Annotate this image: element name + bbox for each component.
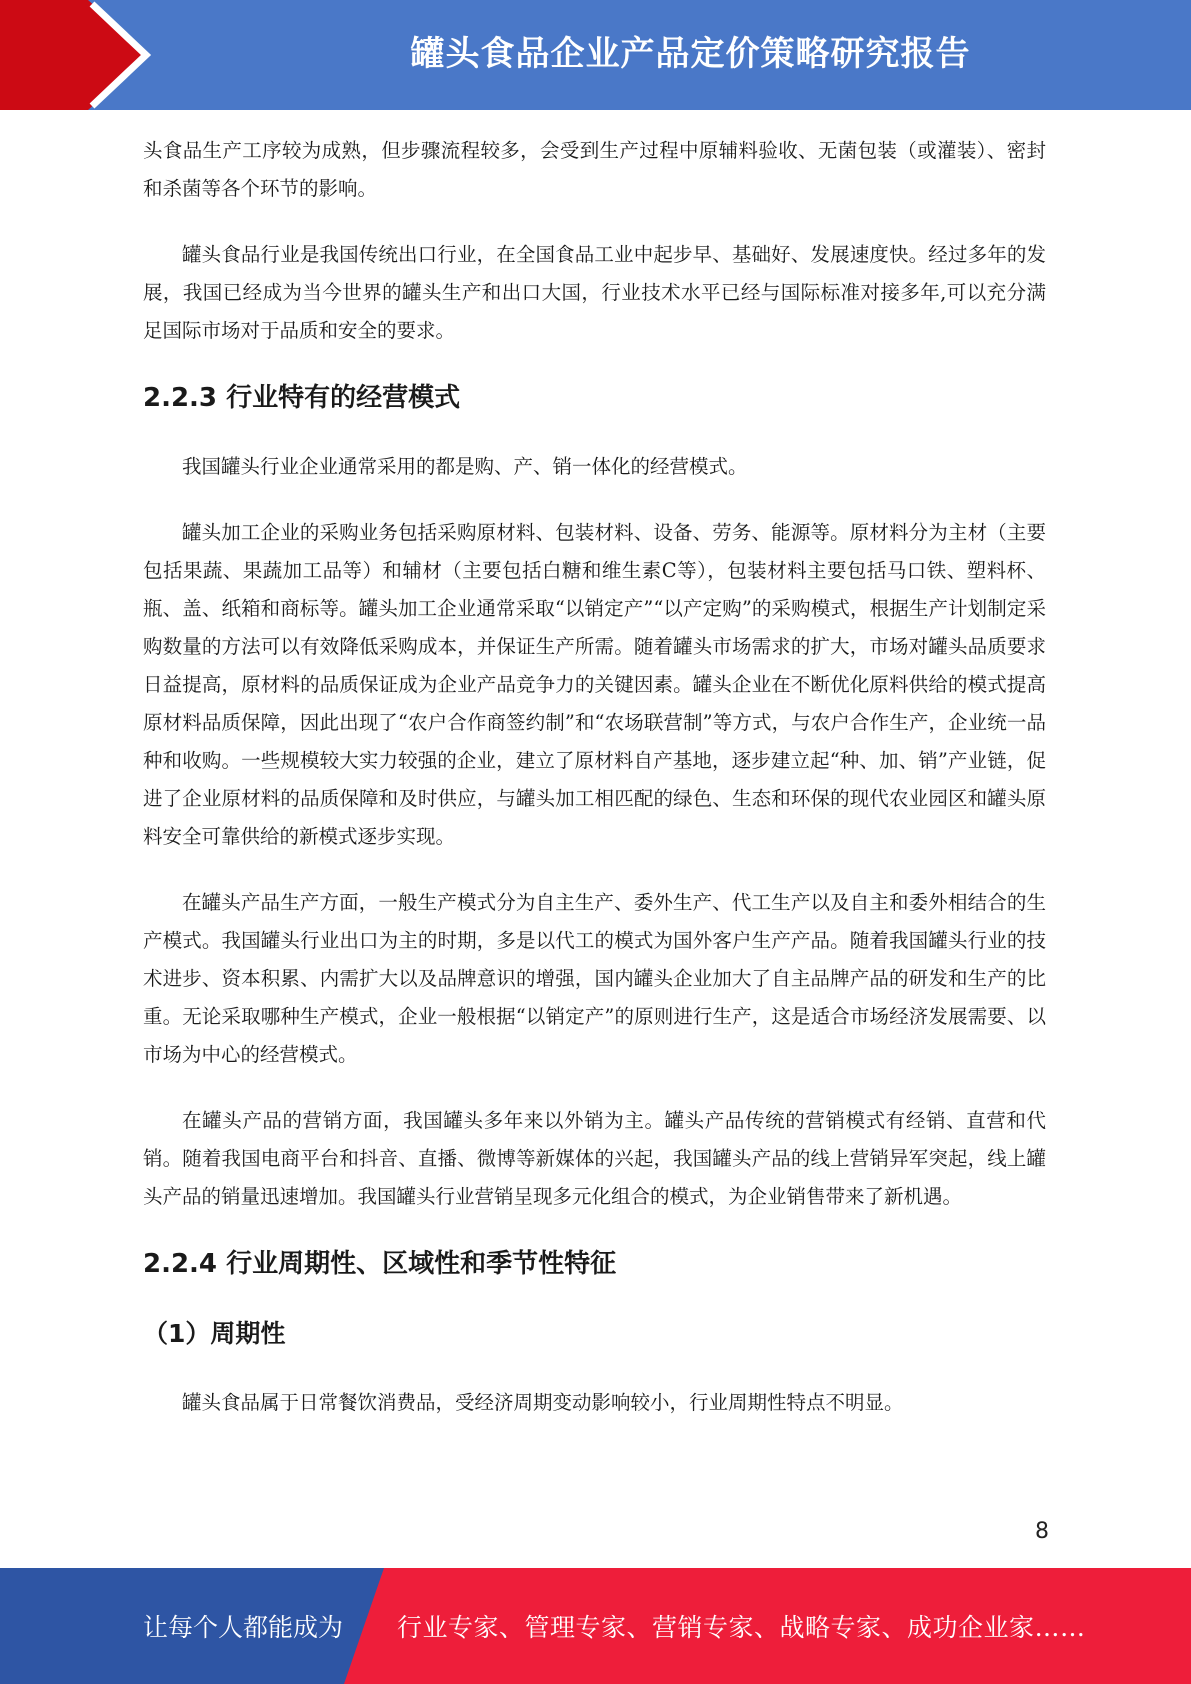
paragraph: 在罐头产品生产方面，一般生产模式分为自主生产、委外生产、代工生产以及自主和委外相结合的生产模式。我国罐头行业出口为主的时期，多是以代工的模式为国外客户生产产品。随着我国罐头行业的技术进步、资本积累、内需扩大以及品牌意识的增强，国内罐头企业加大了自主品牌产品的研发和生产的比重。无论采取哪种生产模式，企业一般根据“以销定产”的原则进行生产，这是适合市场经济发展需要、以市场为中心的经营模式。: [143, 891, 1046, 1066]
paragraph: 罐头加工企业的采购业务包括采购原材料、包装材料、设备、劳务、能源等。原材料分为主材（主要包括果蔬、果蔬加工品等）和辅材（主要包括白糖和维生素C等），包装材料主要包括马口铁、塑料杯、瓶、盖、纸箱和商标等。罐头加工企业通常采取“以销定产”“以产定购”的采购模式，根据生产计划制定采购数量的方法可以有效降低采购成本，并保证生产所需。随着罐头市场需求的扩大，市场对罐头品质要求日益提高，原材料的品质保证成为企业产品竞争力的关键因素。罐头企业在不断优化原料供给的模式提高原材料品质保障，因此出现了“农户合作商签约制”和“农场联营制”等方式，与农户合作生产，企业统一品种和收购。一些规模较大实力较强的企业，建立了原材料自产基地，逐步建立起“种、加、销”产业链，促进了企业原材料的品质保障和及时供应，与罐头加工相匹配的绿色、生态和环保的现代农业园区和罐头原料安全可靠供给的新模式逐步实现。: [143, 521, 1046, 848]
subsection-heading-cyclicality: （1）周期性: [143, 1319, 286, 1348]
paragraph: 头食品生产工序较为成熟，但步骤流程较多，会受到生产过程中原辅料验收、无菌包装（或灌装）、密封和杀菌等各个环节的影响。: [143, 139, 1046, 200]
paragraph: 我国罐头行业企业通常采用的都是购、产、销一体化的经营模式。: [182, 455, 748, 478]
paragraph: 罐头食品行业是我国传统出口行业，在全国食品工业中起步早、基础好、发展速度快。经过多年的发展，我国已经成为当今世界的罐头生产和出口大国，行业技术水平已经与国际标准对接多年,可以充分满足国际市场对于品质和安全的要求。: [143, 243, 1046, 342]
paragraph: 在罐头产品的营销方面，我国罐头多年来以外销为主。罐头产品传统的营销模式有经销、直营和代销。随着我国电商平台和抖音、直播、微博等新媒体的兴起，我国罐头产品的线上营销异军突起，线上罐头产品的销量迅速增加。我国罐头行业营销呈现多元化组合的模式，为企业销售带来了新机遇。: [143, 1109, 1046, 1208]
page-footer: [0, 1568, 1191, 1684]
document-body: [143, 132, 1046, 1450]
footer-slogan-right: 行业专家、管理专家、营销专家、战略专家、成功企业家……: [397, 1613, 1086, 1642]
page-header: [0, 0, 1191, 110]
report-title: 罐头食品企业产品定价策略研究报告: [410, 34, 971, 74]
paragraph: 罐头食品属于日常餐饮消费品，受经济周期变动影响较小，行业周期性特点不明显。: [182, 1391, 904, 1414]
section-heading-2-2-3: 2.2.3 行业特有的经营模式: [143, 383, 461, 413]
section-heading-2-2-4: 2.2.4 行业周期性、区域性和季节性特征: [143, 1249, 617, 1279]
footer-slogan-left: 让每个人都能成为: [143, 1613, 344, 1642]
page-number: 8: [1035, 1519, 1049, 1544]
